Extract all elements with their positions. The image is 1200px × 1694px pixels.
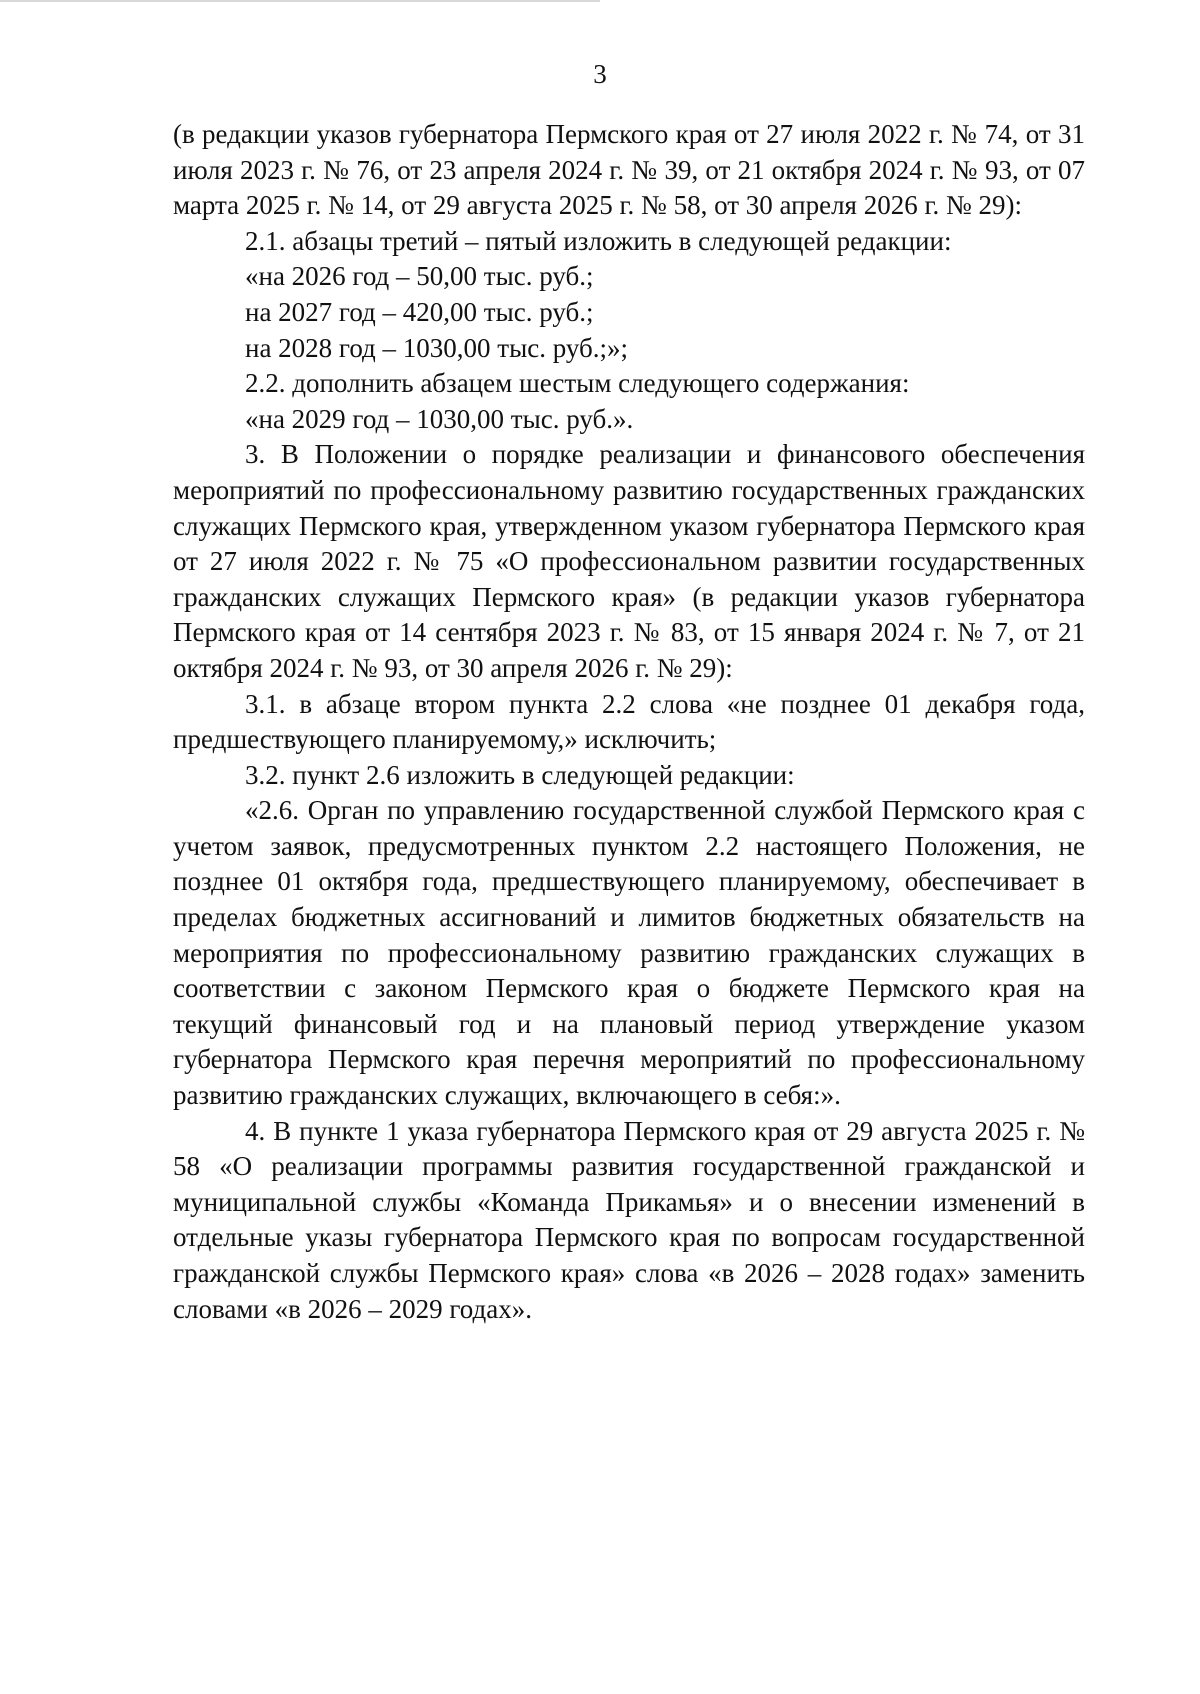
paragraph-2-1: 2.1. абзацы третий – пятый изложить в следующей редакции: [245,225,952,256]
paragraph-2027-amount: на 2027 год – 420,00 тыс. руб.; [245,296,594,327]
paragraph-4: 4. В пункте 1 указа губернатора Пермского края от 29 августа 2025 г. № 58 «О реализации программы развития государственной гражданской и муниципальной службы «Команда Прикамья» и о внесении изменений в отдельные указы губернатора Пермского края по вопросам государственной гражданской службы Пермского края» слова «в 2026 – 2028 годах» заменить словами «в 2026 – 2029 годах». [173,1115,1085,1324]
paragraph-2029-amount: «на 2029 год – 1030,00 тыс. руб.». [245,403,634,434]
document-body [173,117,1085,1327]
paragraph-2028-amount: на 2028 год – 1030,00 тыс. руб.;»; [245,332,628,363]
paragraph-3-1: 3.1. в абзаце втором пункта 2.2 слова «не позднее 01 декабря года, предшествующего планируемому,» исключить; [173,688,1085,755]
paragraph-2-2: 2.2. дополнить абзацем шестым следующего содержания: [245,368,910,399]
page-number: 3 [593,59,607,89]
scan-edge [0,0,600,2]
paragraph-2-6: «2.6. Орган по управлению государственной службой Пермского края с учетом заявок, предусмотренных пунктом 2.2 настоящего Положения, не позднее 01 октября года, предшествующего планируемому, обеспечивает в пределах бюджетных ассигнований и лимитов бюджетных обязательств на мероприятия по профессиональному развитию гражданских служащих в соответствии с законом Пермского края о бюджете Пермского края на текущий финансовый год и на плановый период утверждение указом губернатора Пермского края перечня мероприятий по профессиональному развитию гражданских служащих, включающего в себя:». [173,795,1085,1111]
paragraph-2026-amount: «на 2026 год – 50,00 тыс. руб.; [245,261,594,292]
paragraph-edition-note: (в редакции указов губернатора Пермского края от 27 июля 2022 г. № 74, от 31 июля 2023 г. № 76, от 23 апреля 2024 г. № 39, от 21 октября 2024 г. № 93, от 07 марта 2025 г. № 14, от 29 августа 2025 г. № 58, от 30 апреля 2026 г. № 29): [173,119,1085,221]
paragraph-3-2: 3.2. пункт 2.6 изложить в следующей редакции: [245,759,795,790]
paragraph-3: 3. В Положении о порядке реализации и финансового обеспечения мероприятий по профессиональному развитию государственных гражданских служащих Пермского края, утвержденном указом губернатора Пермского края от 27 июля 2022 г. № 75 «О профессиональном развитии государственных гражданских служащих Пермского края» (в редакции указов губернатора Пермского края от 14 сентября 2023 г. № 83, от 15 января 2024 г. № 7, от 21 октября 2024 г. № 93, от 30 апреля 2026 г. № 29): [173,439,1085,683]
